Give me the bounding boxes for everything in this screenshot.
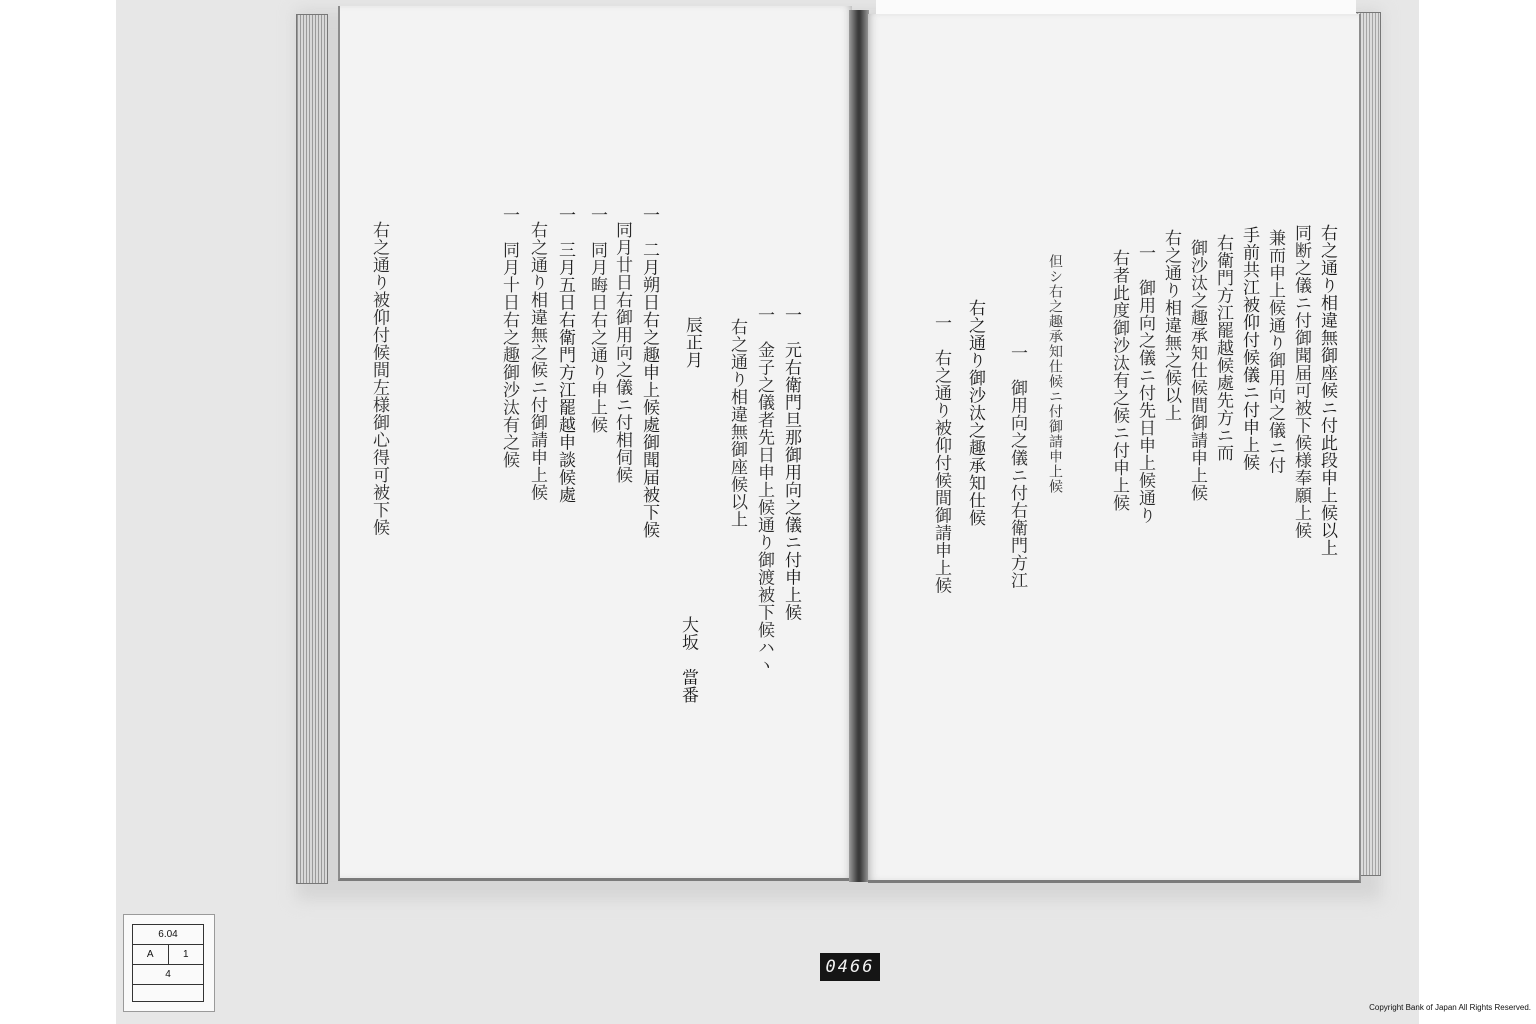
manuscript-column: 一 御用向之儀ニ付先日申上候通り [1135, 244, 1155, 524]
volume-number: 4 [165, 969, 171, 980]
frame-number: 0466 [820, 953, 880, 981]
archive-label-grid [132, 924, 204, 1002]
label-row [133, 985, 203, 1004]
section-letter: A [133, 945, 169, 964]
manuscript-column: 辰正月 [682, 316, 702, 369]
manuscript-column: 一 二月朔日右之趣申上候處御聞届被下候 [639, 206, 659, 539]
label-row [133, 925, 203, 945]
shelf-code: 6.04 [158, 929, 178, 940]
manuscript-column: 右之通り相違無之候以上 [1161, 229, 1181, 422]
manuscript-column: 兼而申上候通り御用向之儀ニ付 [1265, 229, 1285, 474]
microfilm-frame [116, 0, 1419, 1024]
manuscript-column: 右之通り相違無御座候以上 [727, 318, 747, 528]
manuscript-column: 一 元右衛門旦那御用向之儀ニ付申上候 [781, 306, 801, 621]
manuscript-column: 御沙汰之趣承知仕候間御請申上候 [1187, 239, 1207, 502]
manuscript-column: 右之通り相違無御座候ニ付此段申上候以上 [1317, 224, 1337, 557]
empty-label-cell [133, 985, 203, 1004]
manuscript-column: 大坂 當番 [678, 616, 698, 704]
left-page [338, 6, 852, 881]
manuscript-column: 一 同月晦日右之通り申上候 [587, 206, 607, 434]
manuscript-column: 一 御用向之儀ニ付右衛門方江 [1007, 344, 1027, 589]
manuscript-column: 一 同月十日右之趣御沙汰有之候 [499, 206, 519, 469]
manuscript-column: 右衛門方江罷越候處先方ニ而 [1213, 234, 1233, 462]
label-row [133, 945, 203, 965]
left-page-edges [296, 14, 328, 884]
book-gutter [849, 10, 869, 882]
manuscript-column: 同断之儀ニ付御聞届可被下候様奉願上候 [1291, 224, 1311, 539]
copyright-notice: Copyright Bank of Japan All Rights Reserved. [1369, 1003, 1531, 1012]
manuscript-column: 右之通り被仰付候間左様御心得可被下候 [369, 221, 389, 536]
manuscript-column: 右之通り御沙汰之趣承知仕候 [965, 299, 985, 527]
archive-label-card [123, 914, 215, 1012]
manuscript-column: 一 右之通り被仰付候間御請申上候 [931, 314, 951, 594]
manuscript-column: 手前共江被仰付候儀ニ付申上候 [1239, 226, 1259, 471]
label-row [133, 965, 203, 985]
manuscript-column: 同月廿日右御用向之儀ニ付相伺候 [612, 221, 632, 484]
section-number: 1 [182, 949, 189, 960]
manuscript-column: 一 三月五日右衛門方江罷越申談候處 [555, 206, 575, 504]
manuscript-column: 右之通り相違無之候ニ付御請申上候 [527, 221, 547, 501]
manuscript-column: 右者此度御沙汰有之候ニ付申上候 [1109, 249, 1129, 512]
manuscript-column: 但シ右之趣承知仕候ニ付御請申上候 [1047, 254, 1063, 494]
right-page [868, 14, 1361, 883]
manuscript-column: 一 金子之儀者先日申上候通り御渡被下候ハヽ [754, 306, 774, 674]
right-page-top-edge [876, 0, 1356, 15]
